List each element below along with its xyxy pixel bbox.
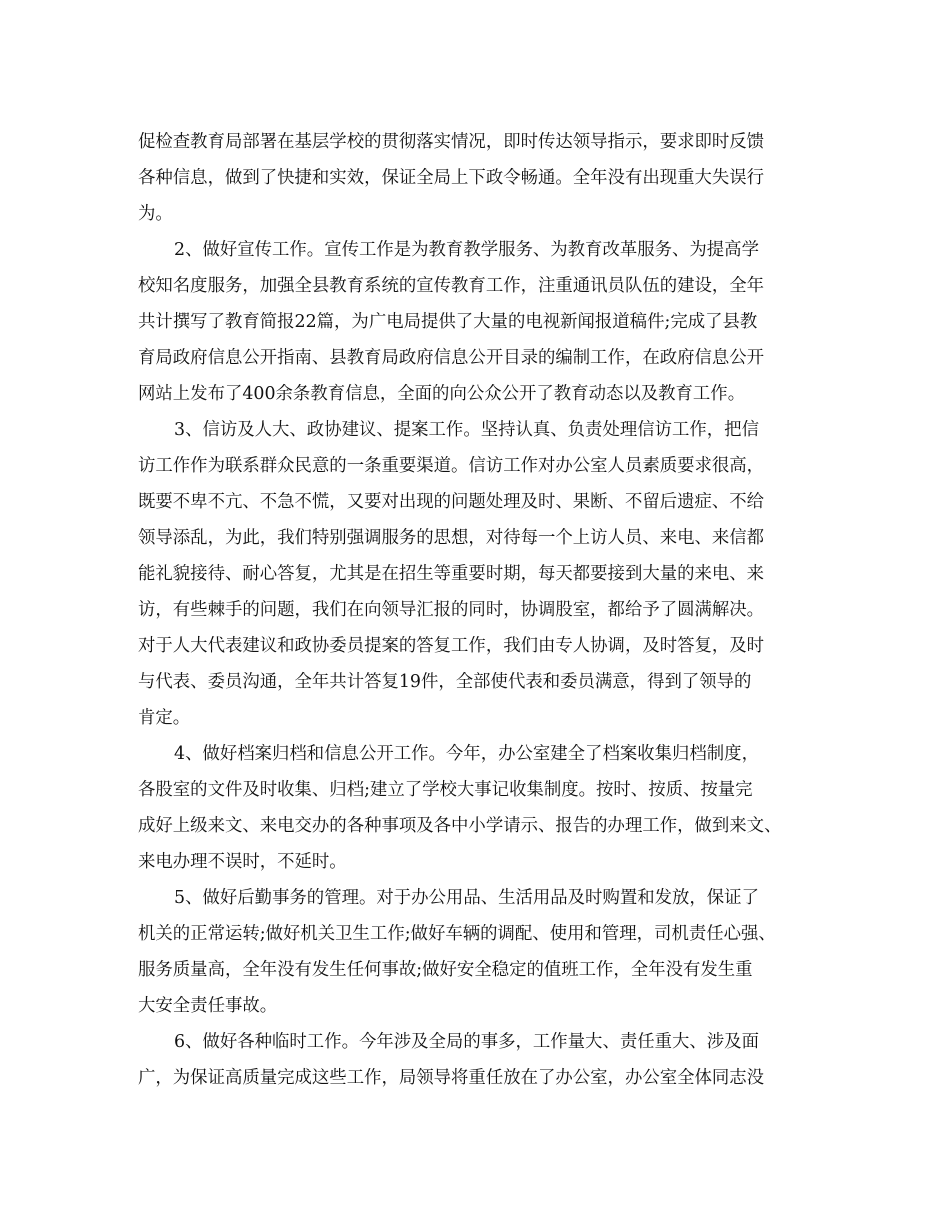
text-line: 网站上发布了400余条教育信息，全面的向公众公开了教育动态以及教育工作。	[138, 384, 746, 404]
text-line: 为。	[138, 204, 173, 224]
text-line: 访，有些棘手的问题，我们在向领导汇报的同时，协调股室，都给予了圆满解决。	[138, 600, 765, 620]
paragraph-3-heading-line: 3、信访及人大、政协建议、提案工作。坚持认真、负责处理信访工作，把信	[174, 420, 759, 440]
text-line: 来电办理不误时，不延时。	[138, 852, 347, 872]
text-line: 大安全责任事故。	[138, 996, 278, 1016]
text-line: 领导添乱，为此，我们特别强调服务的思想，对待每一个上访人员、来电、来信都	[138, 528, 765, 548]
text-line: 共计撰写了教育简报22篇，为广电局提供了大量的电视新闻报道稿件;完成了县教	[138, 312, 758, 332]
text-line: 各股室的文件及时收集、归档;建立了学校大事记收集制度。按时、按质、按量完	[138, 780, 753, 800]
text-line: 与代表、委员沟通，全年共计答复19件，全部使代表和委员满意，得到了领导的	[138, 672, 752, 692]
text-line: 访工作作为联系群众民意的一条重要渠道。信访工作对办公室人员素质要求很高，	[138, 456, 765, 476]
paragraph-2-heading-line: 2、做好宣传工作。宣传工作是为教育教学服务、为教育改革服务、为提高学	[174, 240, 759, 260]
text-line: 广，为保证高质量完成这些工作，局领导将重任放在了办公室，办公室全体同志没	[138, 1068, 765, 1088]
text-line: 既要不卑不亢、不急不慌，又要对出现的问题处理及时、果断、不留后遗症、不给	[138, 492, 765, 512]
text-line: 成好上级来文、来电交办的各种事项及各中小学请示、报告的办理工作，做到来文、	[138, 816, 782, 836]
text-line: 校知名度服务，加强全县教育系统的宣传教育工作，注重通讯员队伍的建设，全年	[138, 276, 765, 296]
text-line: 对于人大代表建议和政协委员提案的答复工作，我们由专人协调，及时答复，及时	[138, 636, 765, 656]
text-line: 服务质量高，全年没有发生任何事故;做好安全稳定的值班工作，全年没有发生重	[138, 960, 753, 980]
text-line: 能礼貌接待、耐心答复，尤其是在招生等重要时期，每天都要接到大量的来电、来	[138, 564, 765, 584]
text-line: 各种信息，做到了快捷和实效，保证全局上下政令畅通。全年没有出现重大失误行	[138, 168, 765, 188]
text-line: 促检查教育局部署在基层学校的贯彻落实情况，即时传达领导指示，要求即时反馈	[138, 132, 765, 152]
paragraph-6-heading-line: 6、做好各种临时工作。今年涉及全局的事多，工作量大、责任重大、涉及面	[174, 1032, 759, 1052]
text-line: 机关的正常运转;做好机关卫生工作;做好车辆的调配、使用和管理，司机责任心强、	[138, 924, 776, 944]
paragraph-4-heading-line: 4、做好档案归档和信息公开工作。今年，办公室建全了档案收集归档制度，	[174, 744, 759, 764]
text-line: 肯定。	[138, 708, 191, 728]
paragraph-5-heading-line: 5、做好后勤事务的管理。对于办公用品、生活用品及时购置和发放，保证了	[174, 888, 759, 908]
text-line: 育局政府信息公开指南、县教育局政府信息公开目录的编制工作，在政府信息公开	[138, 348, 765, 368]
